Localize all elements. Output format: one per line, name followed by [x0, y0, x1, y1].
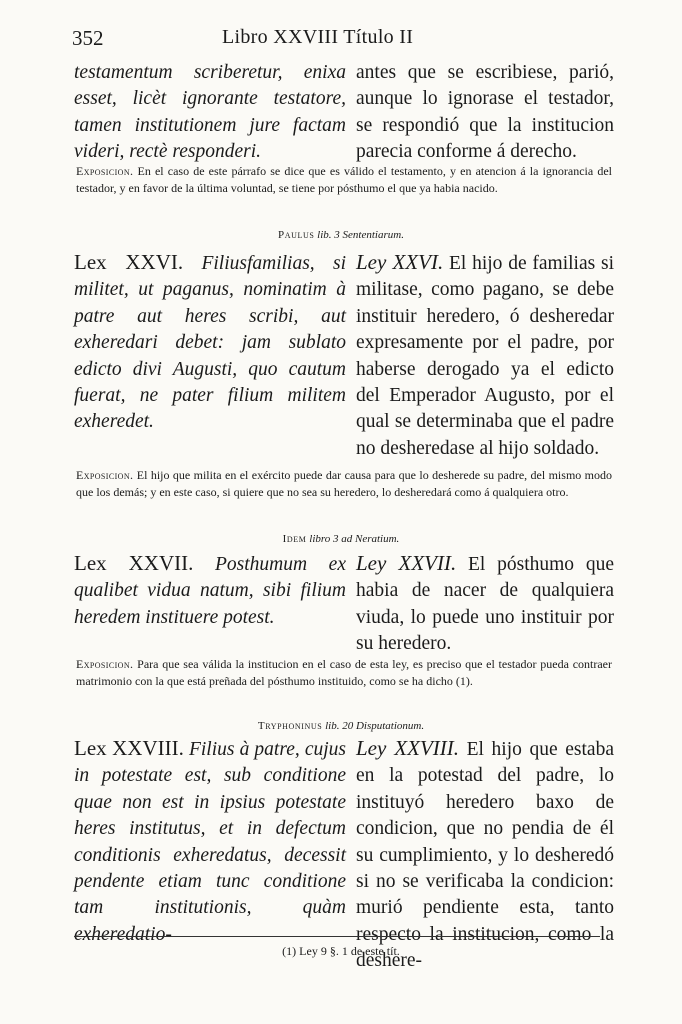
- ley-28-spanish: [356, 735, 614, 975]
- source-citation-3: [0, 720, 682, 732]
- spanish-continuation: antes que se escribiese, parió, aunque lo ignorase el testador, se respondió que la institucion parecia conforme á derecho.: [356, 62, 614, 163]
- source-author: Idem: [282, 533, 307, 545]
- source-author: Paulus: [278, 229, 315, 241]
- footnote-rule: [74, 936, 600, 937]
- ley-28-heading: Ley XXVIII.: [356, 736, 460, 760]
- ley-26-heading: Ley XXVI.: [356, 250, 444, 274]
- exposicion-3: [76, 656, 612, 690]
- source-citation-1: [0, 229, 682, 241]
- source-author: Tryphoninus: [257, 720, 323, 732]
- ley-27-spanish-text: El pósthumo que habia de nacer de qualquiera viuda, lo puede uno instituir por su heredero.: [356, 554, 615, 655]
- page-header: [72, 22, 610, 52]
- exposicion-text: El hijo que milita en el exército puede dar causa para que lo desherede su padre, del mismo modo que los demás; y en este caso, si quiere que no sea su heredero, lo desheredará como á qualquiera otro.: [76, 468, 612, 499]
- source-reference: lib. 3 Sententiarum.: [317, 229, 404, 241]
- footnote: (1) Ley 9 §. 1 de este tít.: [282, 944, 400, 958]
- law-27-block: [74, 550, 614, 658]
- page-number: 352: [72, 26, 104, 50]
- exposicion-1: [76, 163, 612, 197]
- exposicion-2: [76, 467, 612, 501]
- law-26-block: [74, 249, 614, 462]
- ley-28-spanish-text: El hijo que estaba en la potestad del padre, lo instituyó heredero baxo de condicion, que no pendia de él su cumplimiento, y lo desheredó si no se verificaba la condicion: murió pendiente esta, tanto respecto la institucion, como la deshere-: [356, 739, 614, 972]
- source-reference: lib. 20 Disputationum.: [325, 720, 425, 732]
- lex-27-latin-text: Posthumum ex qualibet vidua natum, sibi filium heredem instituere potest.: [74, 554, 346, 628]
- ley-26-spanish-text: El hijo de familias si militase, como pagano, se debe instituir heredero, ó desheredar expresamente por el padre, por haberse derogado ya el edicto del Emperador Augusto, por el qual se determinaba que el padre no desheredase al hijo soldado.: [356, 253, 614, 459]
- lex-28-heading: Lex XXVIII.: [74, 736, 184, 760]
- law-28-block: [74, 735, 614, 975]
- lex-26-latin-text: Filiusfamilias, si militet, ut paganus, nominatim à patre aut heres scribi, aut exheredari debet: jam sublato edicto divi Augusti, quo cautum fuerat, ne pater filium militem exheredet.: [74, 253, 347, 433]
- exposicion-text: En el caso de este párrafo se dice que es válido el testamento, y en atencion á la ignorancia del testador, y en favor de la última voluntad, se tiene por pósthumo el que ya habia nacido.: [76, 164, 613, 195]
- exposicion-label: Exposicion.: [76, 164, 134, 178]
- running-title: Libro XXVIII Título II: [222, 26, 414, 48]
- lex-28-latin: [74, 735, 346, 975]
- ley-27-spanish: [356, 550, 614, 658]
- ley-26-spanish: [356, 249, 614, 462]
- continuation-block: [74, 60, 614, 166]
- source-citation-2: [0, 533, 682, 545]
- exposicion-label: Exposicion.: [76, 468, 134, 482]
- exposicion-label: Exposicion.: [76, 657, 134, 671]
- source-reference: libro 3 ad Neratium.: [309, 533, 400, 545]
- exposicion-text: Para que sea válida la institucion en el caso de esta ley, es preciso que el testador pueda contraer matrimonio con la que está preñada del pósthumo instituido, como se ha dicho (1).: [76, 657, 612, 688]
- lex-28-latin-text: Filius à patre, cujus in potestate est, sub conditione quae non est in ipsius potestate heres institutus, et in defectum conditionis exheredatus, decessit pendente etiam tunc conditione tam institutionis, quàm exheredatio-: [74, 739, 347, 945]
- lex-27-heading: Lex XXVII.: [74, 551, 194, 575]
- lex-26-heading: Lex XXVI.: [74, 250, 184, 274]
- latin-continuation: testamentum scriberetur, enixa esset, licèt ignorante testatore, tamen institutionem jure factam videri, rectè responderi.: [74, 62, 346, 163]
- ley-27-heading: Ley XXVII.: [356, 551, 457, 575]
- lex-27-latin: [74, 550, 346, 658]
- lex-26-latin: [74, 249, 346, 462]
